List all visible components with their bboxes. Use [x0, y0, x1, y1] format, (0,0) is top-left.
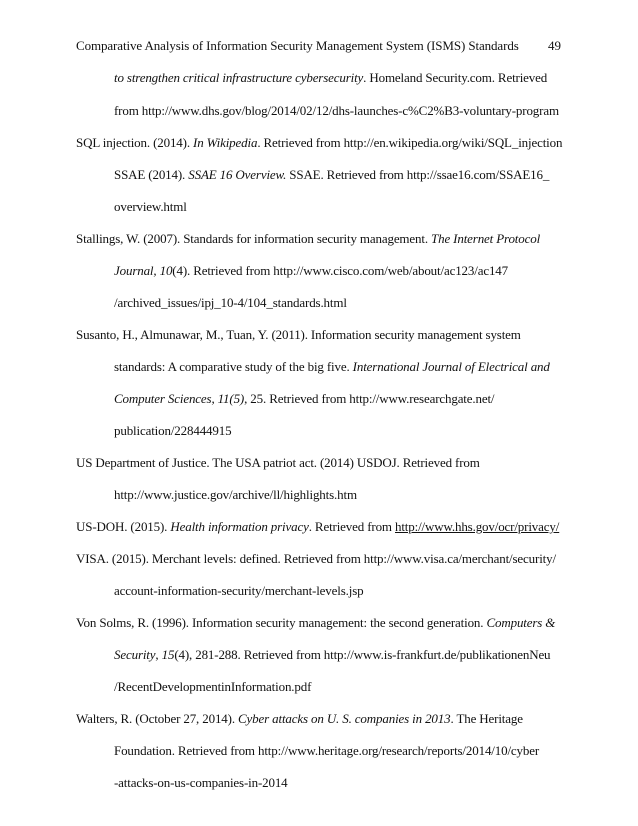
reference-text: (4). Retrieved from http://www.cisco.com/web/about/ac123/ac147: [172, 263, 508, 278]
reference-line: [76, 615, 555, 631]
reference-line: [76, 455, 480, 471]
reference-italic-text: Security: [114, 647, 156, 662]
reference-text: from http://www.dhs.gov/blog/2014/02/12/dhs-launches-c%C2%B3-voluntary-program: [114, 103, 559, 118]
reference-text: /RecentDevelopmentinInformation.pdf: [114, 679, 312, 694]
reference-italic-text: Cyber attacks on U. S. companies in 2013: [238, 711, 451, 726]
reference-text: , 25. Retrieved from http://www.researchgate.net/: [244, 391, 495, 406]
reference-line: [114, 263, 508, 279]
reference-text: Foundation. Retrieved from http://www.heritage.org/research/reports/2014/10/cyber: [114, 743, 540, 758]
reference-text: SSAE (2014).: [114, 167, 189, 182]
reference-text: Stallings, W. (2007). Standards for information security management.: [76, 231, 432, 246]
reference-line: [76, 551, 556, 567]
reference-text: SSAE. Retrieved from http://ssae16.com/SSAE16_: [286, 167, 550, 182]
reference-line: [76, 711, 523, 727]
reference-line: [114, 583, 363, 599]
reference-line: [114, 199, 187, 215]
reference-line: [76, 231, 540, 247]
reference-text: ,: [155, 647, 162, 662]
reference-italic-text: Journal, 10: [114, 263, 173, 278]
reference-italic-text: International Journal of Electrical and: [352, 359, 550, 374]
reference-line: [114, 423, 231, 439]
page-number: 49: [548, 38, 561, 53]
reference-text: Walters, R. (October 27, 2014).: [76, 711, 239, 726]
reference-text: -attacks-on-us-companies-in-2014: [114, 775, 288, 790]
reference-text: . Homeland Security.com. Retrieved: [363, 70, 548, 85]
reference-text: /archived_issues/ipj_10-4/104_standards.html: [114, 295, 347, 310]
reference-text: publication/228444915: [114, 423, 232, 438]
reference-italic-text: 15: [161, 647, 175, 662]
reference-text: Susanto, H., Almunawar, M., Tuan, Y. (2011). Information security management system: [76, 327, 521, 342]
reference-italic-text: Computers &: [486, 615, 556, 630]
reference-line: [114, 775, 288, 791]
running-head: Comparative Analysis of Information Security Management System (ISMS) Standards: [76, 38, 519, 53]
reference-italic-text: The Internet Protocol: [431, 231, 541, 246]
reference-text: US Department of Justice. The USA patriot act. (2014) USDOJ. Retrieved from: [76, 455, 480, 470]
reference-italic-text: Computer Sciences, 11(5): [114, 391, 245, 406]
reference-text: http://www.justice.gov/archive/ll/highlights.htm: [114, 487, 357, 502]
reference-line: [114, 487, 357, 503]
reference-text: SQL injection. (2014).: [76, 135, 194, 150]
reference-line: [114, 295, 347, 311]
reference-italic-text: Health information privacy: [170, 519, 309, 534]
reference-text: account-information-security/merchant-levels.jsp: [114, 583, 364, 598]
reference-line: [76, 327, 521, 343]
reference-text: VISA. (2015). Merchant levels: defined. Retrieved from http://www.visa.ca/merchant/security/: [76, 551, 556, 566]
reference-line: [114, 679, 311, 695]
reference-line: [76, 135, 562, 151]
reference-text: US-DOH. (2015).: [76, 519, 171, 534]
reference-text: overview.html: [114, 199, 187, 214]
reference-text: standards: A comparative study of the big five.: [114, 359, 353, 374]
reference-italic-text: SSAE 16 Overview.: [188, 167, 287, 182]
reference-line: [114, 167, 549, 183]
reference-text: . Retrieved from: [308, 519, 395, 534]
reference-line: [76, 519, 559, 535]
reference-text: . Retrieved from http://en.wikipedia.org/wiki/SQL_injection: [257, 135, 563, 150]
reference-link[interactable]: http://www.hhs.gov/ocr/privacy/: [395, 519, 560, 534]
reference-line: [114, 647, 550, 663]
reference-line: [114, 359, 550, 375]
reference-text: (4), 281-288. Retrieved from http://www.is-frankfurt.de/publikationenNeu: [174, 647, 551, 662]
reference-line: [114, 391, 494, 407]
reference-text: . The Heritage: [450, 711, 523, 726]
reference-line: [114, 103, 559, 119]
reference-italic-text: to strengthen critical infrastructure cybersecurity: [114, 70, 364, 85]
reference-text: Von Solms, R. (1996). Information security management: the second generation.: [76, 615, 487, 630]
reference-line: [114, 70, 547, 86]
reference-line: [114, 743, 539, 759]
reference-italic-text: In Wikipedia: [193, 135, 258, 150]
